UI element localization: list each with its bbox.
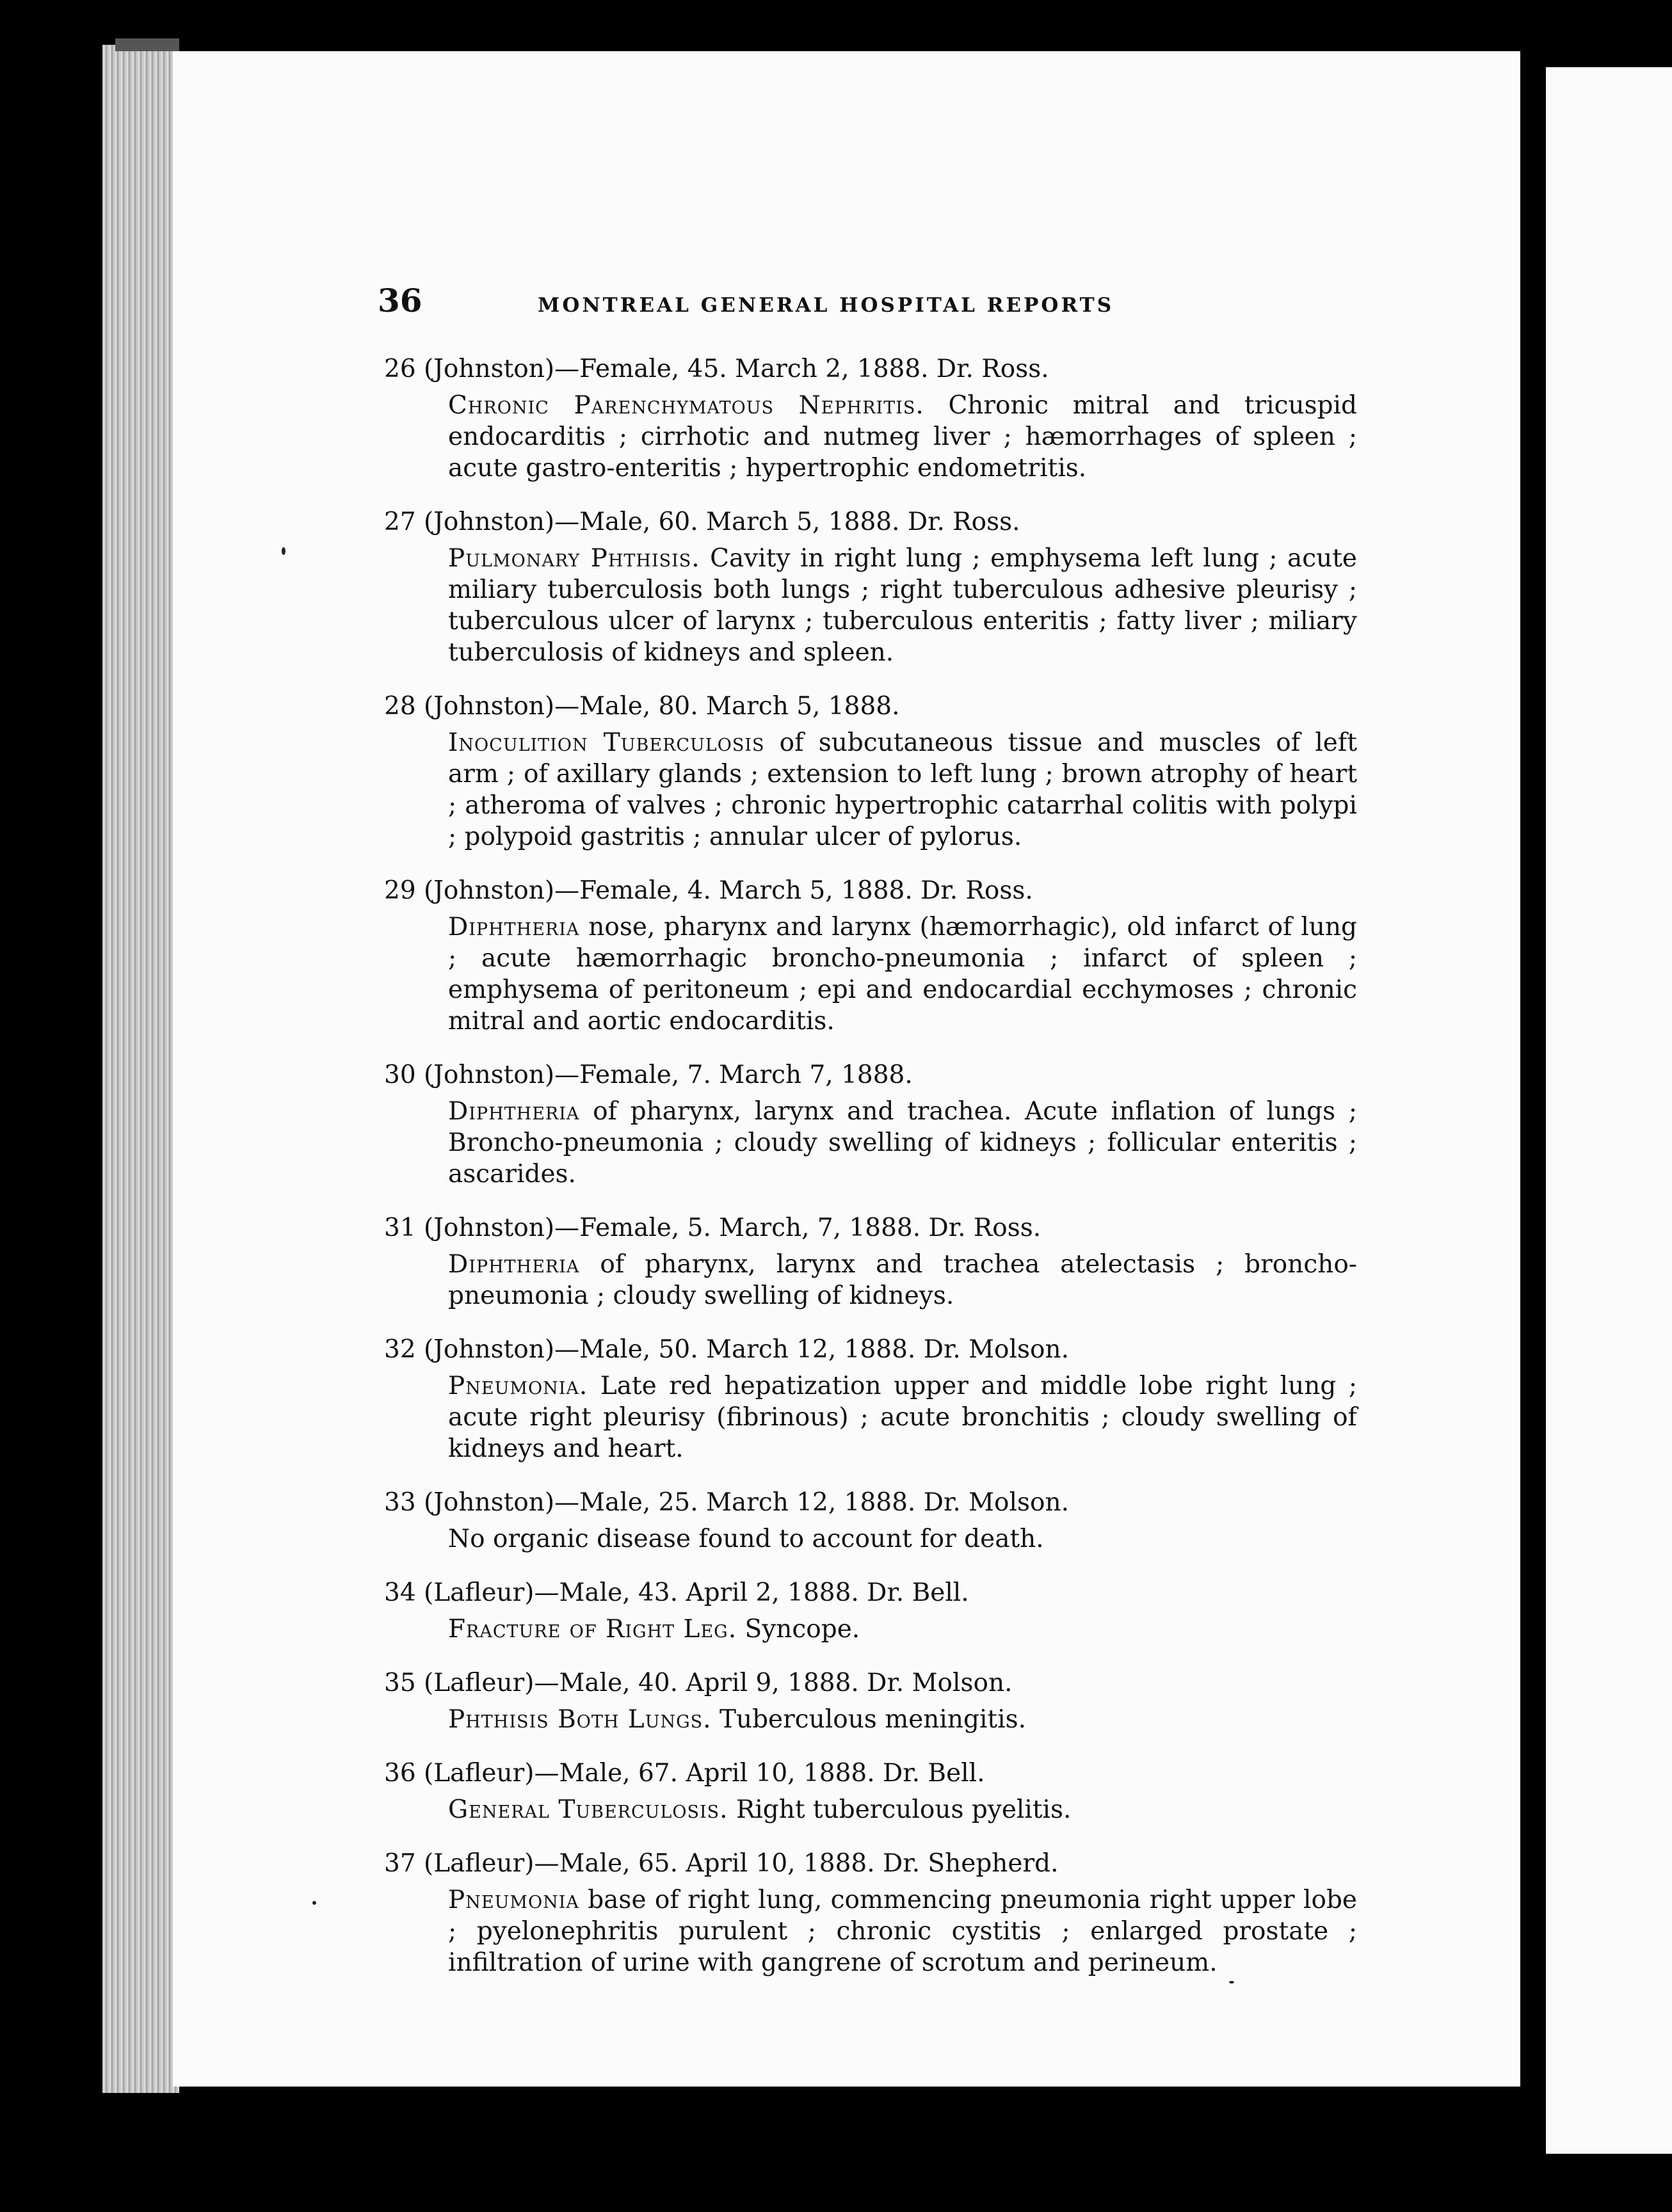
case-findings-text: Syncope. [737, 1615, 860, 1644]
case-diagnosis: Diphtheria [448, 1097, 580, 1126]
case-findings-text: Late red hepatization upper and middle lobe right lung ; acute right pleurisy (fibrinous) ; acute bronchitis ; cloudy swelling of kidneys and heart. [448, 1372, 1357, 1463]
case-diagnosis: Pneumonia [448, 1886, 579, 1914]
case-findings [448, 1704, 1357, 1735]
case-diagnosis: Fracture of Right Leg. [448, 1615, 737, 1644]
case-findings [448, 727, 1357, 853]
case-header: 35 (Lafleur)—Male, 40. April 9, 1888. Dr. Molson. [384, 1669, 1013, 1697]
case-findings [448, 1614, 1357, 1645]
case-diagnosis: General Tuberculosis. [448, 1795, 728, 1824]
case-header: 26 (Johnston)—Female, 45. March 2, 1888. Dr. Ross. [384, 355, 1049, 383]
case-findings-text: base of right lung, commencing pneumonia right upper lobe ; pyelonephritis purulent ; chronic cystitis ; enlarged prostate ; infiltration of urine with gangrene of scrotum and perineum. [448, 1886, 1357, 1977]
case-entry [378, 353, 1357, 484]
case-findings [448, 1523, 1357, 1555]
case-header: 37 (Lafleur)—Male, 65. April 10, 1888. Dr. Shepherd. [384, 1849, 1059, 1878]
case-header: 36 (Lafleur)—Male, 67. April 10, 1888. Dr. Bell. [384, 1759, 985, 1788]
case-entry [378, 1847, 1357, 1978]
scan-speck [282, 547, 285, 555]
case-entry [378, 874, 1357, 1037]
case-diagnosis: Pulmonary Phthisis. [448, 544, 700, 573]
running-head-title: MONTREAL GENERAL HOSPITAL REPORTS [538, 294, 1114, 317]
case-header: 28 (Johnston)—Male, 80. March 5, 1888. [384, 692, 900, 721]
case-findings [448, 911, 1357, 1037]
case-diagnosis: Inoculition Tuberculosis [448, 728, 765, 757]
case-header: 34 (Lafleur)—Male, 43. April 2, 1888. Dr. Bell. [384, 1578, 969, 1607]
case-findings-text: nose, pharynx and larynx (hæmorrhagic), old infarct of lung ; acute hæmorrhagic broncho-pneumonia ; infarct of spleen ; emphysema of peritoneum ; epi and endocardial ecchymoses ; chronic mitral and aortic endocarditis. [448, 913, 1357, 1036]
case-findings-text: of pharynx, larynx and trachea. Acute inflation of lungs ; Broncho-pneumonia ; cloudy swelling of kidneys ; follicular enteritis ; ascarides. [448, 1097, 1357, 1189]
case-entry [378, 1667, 1357, 1735]
scan-speck [1229, 1981, 1234, 1984]
case-diagnosis: Chronic Parenchymatous Nephritis. [448, 391, 924, 420]
case-header: 29 (Johnston)—Female, 4. March 5, 1888. Dr. Ross. [384, 876, 1033, 905]
case-findings [448, 390, 1357, 484]
page-content [378, 282, 1357, 2000]
case-entry [378, 1059, 1357, 1190]
case-findings-text: of subcutaneous tissue and muscles of left arm ; of axillary glands ; extension to left lung ; brown atrophy of heart ; atheroma of valves ; chronic hypertrophic catarrhal colitis with polypi ; polypoid gastritis ; annular ulcer of pylorus. [448, 728, 1357, 851]
page-edge-shadow [115, 38, 179, 51]
case-header: 27 (Johnston)—Male, 60. March 5, 1888. Dr. Ross. [384, 508, 1020, 536]
case-findings [448, 1370, 1357, 1464]
case-header: 30 (Johnston)—Female, 7. March 7, 1888. [384, 1061, 913, 1089]
case-entry [378, 690, 1357, 853]
case-findings [448, 1884, 1357, 1978]
case-header: 31 (Johnston)—Female, 5. March, 7, 1888. Dr. Ross. [384, 1214, 1041, 1242]
case-findings-text: Tuberculous meningitis. [711, 1705, 1026, 1734]
case-findings-text: Chronic mitral and tricuspid endocarditis ; cirrhotic and nutmeg liver ; hæmorrhages of spleen ; acute gastro-enteritis ; hypertrophic endometritis. [448, 391, 1357, 483]
case-findings [448, 1096, 1357, 1190]
book-page-edges [102, 45, 179, 2093]
case-diagnosis: Diphtheria [448, 913, 580, 942]
case-entry [378, 506, 1357, 668]
scan-speck [312, 1901, 316, 1905]
case-header: 33 (Johnston)—Male, 25. March 12, 1888. Dr. Molson. [384, 1488, 1070, 1517]
case-findings-text: Cavity in right lung ; emphysema left lung ; acute miliary tuberculosis both lungs ; right tuberculous adhesive pleurisy ; tuberculous ulcer of larynx ; tuberculous enteritis ; fatty liver ; miliary tuberculosis of kidneys and spleen. [448, 544, 1357, 667]
case-entry [378, 1757, 1357, 1825]
facing-page-edge [1546, 67, 1672, 2154]
case-diagnosis: Diphtheria [448, 1250, 580, 1279]
page-number: 36 [378, 282, 422, 319]
case-findings [448, 1249, 1357, 1311]
case-entry [378, 1333, 1357, 1464]
autopsy-entries [378, 353, 1357, 1978]
running-head [378, 282, 1357, 319]
case-findings-text: of pharynx, larynx and trachea atelectasis ; broncho-pneumonia ; cloudy swelling of kidneys. [448, 1250, 1357, 1310]
case-entry [378, 1212, 1357, 1311]
case-entry [378, 1486, 1357, 1555]
case-header: 32 (Johnston)—Male, 50. March 12, 1888. Dr. Molson. [384, 1335, 1070, 1364]
case-findings-text: No organic disease found to account for death. [448, 1525, 1044, 1553]
case-findings-text: Right tuberculous pyelitis. [728, 1795, 1072, 1824]
case-diagnosis: Phthisis Both Lungs. [448, 1705, 712, 1734]
case-findings [448, 543, 1357, 668]
case-diagnosis: Pneumonia. [448, 1372, 588, 1400]
case-findings [448, 1794, 1357, 1825]
case-entry [378, 1576, 1357, 1645]
